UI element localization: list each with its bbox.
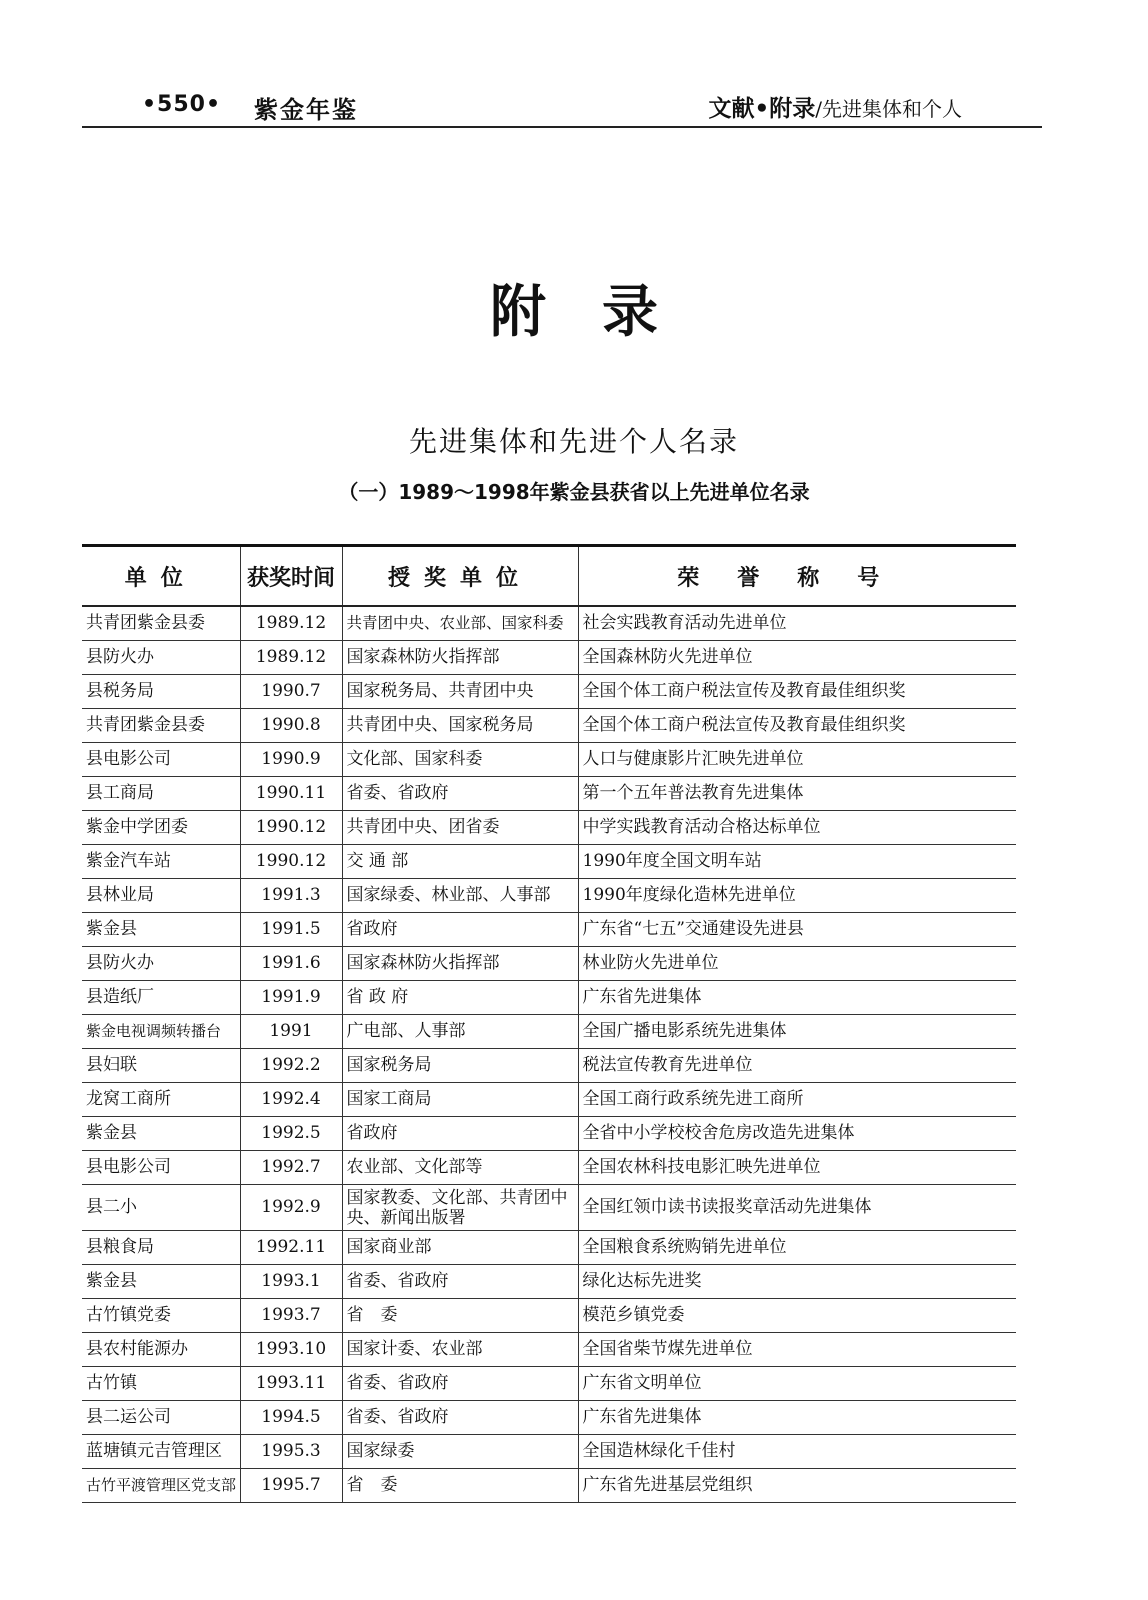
cell-honor: 全国工商行政系统先进工商所 — [578, 1083, 1016, 1117]
table-row — [82, 1435, 1016, 1469]
cell-unit: 县二小 — [82, 1185, 240, 1231]
cell-unit: 县工商局 — [82, 777, 240, 811]
cell-date: 1991 — [240, 1015, 342, 1049]
table-body — [82, 606, 1016, 1503]
cell-grantor: 省委、省政府 — [342, 1367, 578, 1401]
cell-date: 1993.7 — [240, 1299, 342, 1333]
cell-honor: 模范乡镇党委 — [578, 1299, 1016, 1333]
table-row — [82, 947, 1016, 981]
cell-honor: 全国广播电影系统先进集体 — [578, 1015, 1016, 1049]
cell-unit: 紫金中学团委 — [82, 811, 240, 845]
table-row — [82, 709, 1016, 743]
cell-date: 1992.11 — [240, 1231, 342, 1265]
table-row — [82, 1469, 1016, 1503]
table-row — [82, 606, 1016, 641]
cell-date: 1993.1 — [240, 1265, 342, 1299]
cell-grantor: 国家森林防火指挥部 — [342, 947, 578, 981]
cell-grantor: 共青团中央、农业部、国家科委 — [342, 606, 578, 641]
cell-honor: 全国个体工商户税法宣传及教育最佳组织奖 — [578, 675, 1016, 709]
cell-unit: 古竹镇 — [82, 1367, 240, 1401]
cell-honor: 绿化达标先进奖 — [578, 1265, 1016, 1299]
cell-unit: 紫金汽车站 — [82, 845, 240, 879]
cell-grantor: 省 委 — [342, 1299, 578, 1333]
cell-date: 1991.5 — [240, 913, 342, 947]
table-row — [82, 1333, 1016, 1367]
cell-honor: 全国个体工商户税法宣传及教育最佳组织奖 — [578, 709, 1016, 743]
cell-unit: 紫金县 — [82, 913, 240, 947]
table-row — [82, 1117, 1016, 1151]
cell-unit: 县电影公司 — [82, 1151, 240, 1185]
table-row — [82, 1015, 1016, 1049]
section-heading — [709, 90, 962, 123]
cell-unit: 龙窝工商所 — [82, 1083, 240, 1117]
cell-grantor: 共青团中央、团省委 — [342, 811, 578, 845]
cell-date: 1990.7 — [240, 675, 342, 709]
cell-unit: 县税务局 — [82, 675, 240, 709]
table-row — [82, 675, 1016, 709]
cell-unit: 县妇联 — [82, 1049, 240, 1083]
table-row — [82, 1367, 1016, 1401]
sub-title: 先进集体和先进个人名录 — [408, 425, 739, 458]
cell-grantor: 省委、省政府 — [342, 1265, 578, 1299]
list-title: （一）1989～1998年紫金县获省以上先进单位名录 — [338, 480, 810, 504]
cell-grantor: 省政府 — [342, 913, 578, 947]
cell-date: 1990.9 — [240, 743, 342, 777]
cell-grantor: 国家教委、文化部、共青团中央、新闻出版署 — [342, 1185, 578, 1231]
table-row — [82, 981, 1016, 1015]
cell-date: 1994.5 — [240, 1401, 342, 1435]
cell-date: 1993.10 — [240, 1333, 342, 1367]
cell-honor: 全国造林绿化千佳村 — [578, 1435, 1016, 1469]
cell-honor: 广东省先进基层党组织 — [578, 1469, 1016, 1503]
table-row — [82, 641, 1016, 675]
cell-honor: 广东省先进集体 — [578, 981, 1016, 1015]
cell-honor: 税法宣传教育先进单位 — [578, 1049, 1016, 1083]
cell-unit: 古竹平渡管理区党支部 — [82, 1469, 240, 1503]
cell-honor: 1990年度绿化造林先进单位 — [578, 879, 1016, 913]
cell-honor: 全国红领巾读书读报奖章活动先进集体 — [578, 1185, 1016, 1231]
cell-date: 1992.4 — [240, 1083, 342, 1117]
cell-unit: 蓝塘镇元吉管理区 — [82, 1435, 240, 1469]
cell-date: 1990.12 — [240, 845, 342, 879]
cell-grantor: 省委、省政府 — [342, 1401, 578, 1435]
cell-grantor: 国家商业部 — [342, 1231, 578, 1265]
cell-grantor: 省 政 府 — [342, 981, 578, 1015]
cell-grantor: 广电部、人事部 — [342, 1015, 578, 1049]
cell-honor: 全国农林科技电影汇映先进单位 — [578, 1151, 1016, 1185]
honors-table — [82, 544, 1016, 1503]
table-row — [82, 1049, 1016, 1083]
cell-grantor: 农业部、文化部等 — [342, 1151, 578, 1185]
cell-date: 1993.11 — [240, 1367, 342, 1401]
table-row — [82, 1083, 1016, 1117]
table-row — [82, 1151, 1016, 1185]
table-row — [82, 811, 1016, 845]
cell-honor: 全国森林防火先进单位 — [578, 641, 1016, 675]
cell-grantor: 共青团中央、国家税务局 — [342, 709, 578, 743]
cell-date: 1992.5 — [240, 1117, 342, 1151]
cell-honor: 全省中小学校校舍危房改造先进集体 — [578, 1117, 1016, 1151]
cell-honor: 中学实践教育活动合格达标单位 — [578, 811, 1016, 845]
cell-date: 1989.12 — [240, 606, 342, 641]
cell-unit: 共青团紫金县委 — [82, 606, 240, 641]
table-header-row — [82, 546, 1016, 607]
cell-date: 1990.11 — [240, 777, 342, 811]
cell-unit: 县农村能源办 — [82, 1333, 240, 1367]
section-sub: /先进集体和个人 — [815, 97, 962, 121]
cell-honor: 全国省柴节煤先进单位 — [578, 1333, 1016, 1367]
cell-honor: 全国粮食系统购销先进单位 — [578, 1231, 1016, 1265]
cell-unit: 县二运公司 — [82, 1401, 240, 1435]
table-row — [82, 1299, 1016, 1333]
cell-unit: 县防火办 — [82, 947, 240, 981]
cell-grantor: 国家计委、农业部 — [342, 1333, 578, 1367]
section-main: 文献•附录 — [708, 96, 816, 122]
running-header — [82, 86, 1042, 128]
cell-honor: 广东省文明单位 — [578, 1367, 1016, 1401]
cell-grantor: 交 通 部 — [342, 845, 578, 879]
cell-date: 1995.7 — [240, 1469, 342, 1503]
column-header-unit: 单位 — [82, 546, 240, 607]
cell-grantor: 省 委 — [342, 1469, 578, 1503]
cell-honor: 社会实践教育活动先进单位 — [578, 606, 1016, 641]
table-row — [82, 1401, 1016, 1435]
cell-honor: 林业防火先进单位 — [578, 947, 1016, 981]
cell-date: 1992.7 — [240, 1151, 342, 1185]
cell-grantor: 省委、省政府 — [342, 777, 578, 811]
cell-date: 1991.6 — [240, 947, 342, 981]
cell-date: 1991.3 — [240, 879, 342, 913]
cell-date: 1989.12 — [240, 641, 342, 675]
table-row — [82, 777, 1016, 811]
cell-unit: 共青团紫金县委 — [82, 709, 240, 743]
cell-date: 1992.9 — [240, 1185, 342, 1231]
table-row — [82, 1265, 1016, 1299]
table-row — [82, 845, 1016, 879]
table-row — [82, 913, 1016, 947]
cell-unit: 紫金电视调频转播台 — [82, 1015, 240, 1049]
column-header-date: 获奖时间 — [240, 546, 342, 607]
cell-unit: 县林业局 — [82, 879, 240, 913]
page-number: •550• — [142, 92, 222, 117]
cell-unit: 县电影公司 — [82, 743, 240, 777]
cell-grantor: 国家森林防火指挥部 — [342, 641, 578, 675]
cell-honor: 广东省“七五”交通建设先进县 — [578, 913, 1016, 947]
cell-date: 1991.9 — [240, 981, 342, 1015]
cell-grantor: 国家工商局 — [342, 1083, 578, 1117]
cell-honor: 1990年度全国文明车站 — [578, 845, 1016, 879]
cell-date: 1990.12 — [240, 811, 342, 845]
cell-grantor: 国家绿委 — [342, 1435, 578, 1469]
cell-unit: 县防火办 — [82, 641, 240, 675]
cell-unit: 紫金县 — [82, 1117, 240, 1151]
cell-grantor: 国家税务局 — [342, 1049, 578, 1083]
cell-unit: 县粮食局 — [82, 1231, 240, 1265]
cell-grantor: 省政府 — [342, 1117, 578, 1151]
column-header-honor: 荣誉称号 — [578, 546, 1016, 607]
cell-grantor: 国家绿委、林业部、人事部 — [342, 879, 578, 913]
column-header-grantor: 授奖单位 — [342, 546, 578, 607]
main-title: 附录 — [490, 279, 714, 345]
cell-date: 1990.8 — [240, 709, 342, 743]
cell-unit: 古竹镇党委 — [82, 1299, 240, 1333]
table-row — [82, 743, 1016, 777]
cell-date: 1995.3 — [240, 1435, 342, 1469]
table-row — [82, 1231, 1016, 1265]
table-row — [82, 1185, 1016, 1231]
cell-unit: 紫金县 — [82, 1265, 240, 1299]
cell-grantor: 文化部、国家科委 — [342, 743, 578, 777]
cell-honor: 人口与健康影片汇映先进单位 — [578, 743, 1016, 777]
table-row — [82, 879, 1016, 913]
cell-honor: 广东省先进集体 — [578, 1401, 1016, 1435]
cell-grantor: 国家税务局、共青团中央 — [342, 675, 578, 709]
cell-honor: 第一个五年普法教育先进集体 — [578, 777, 1016, 811]
book-title: 紫金年鉴 — [254, 96, 358, 124]
cell-unit: 县造纸厂 — [82, 981, 240, 1015]
cell-date: 1992.2 — [240, 1049, 342, 1083]
